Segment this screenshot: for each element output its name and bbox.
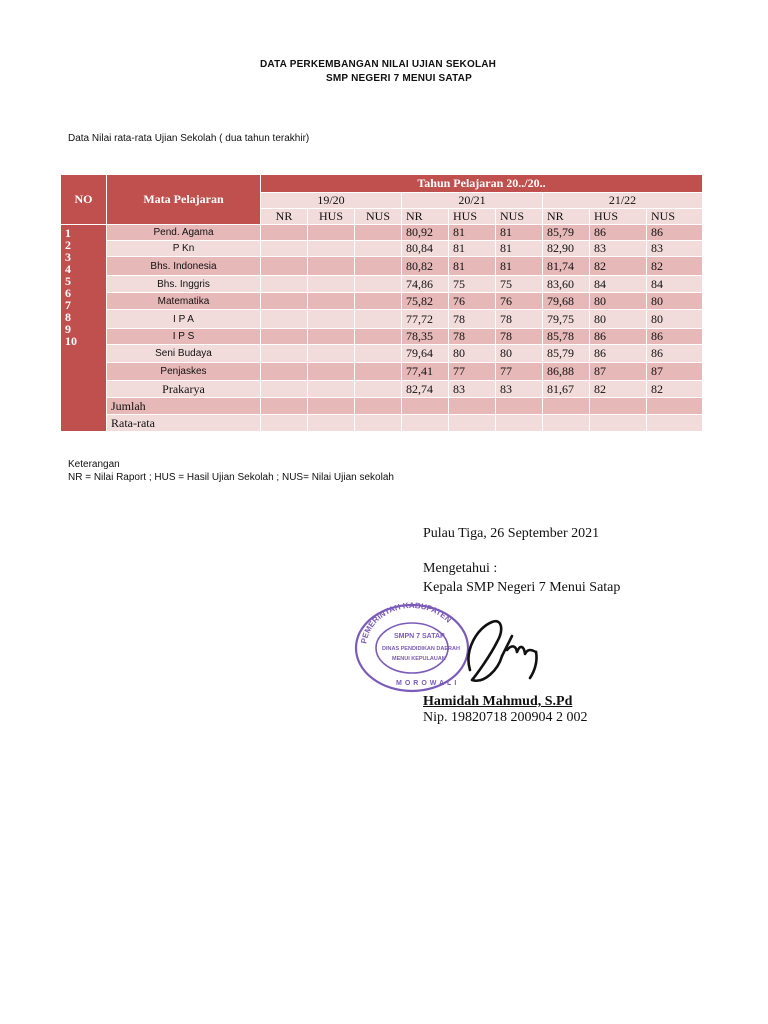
- value-cell: 80: [449, 345, 496, 363]
- value-cell: 76: [449, 293, 496, 310]
- table-row: [61, 276, 703, 293]
- notes-title: Keterangan: [68, 459, 120, 470]
- value-cell: 75: [496, 276, 543, 293]
- value-cell: 78,35: [402, 329, 449, 345]
- value-cell: 75: [449, 276, 496, 293]
- value-cell: [308, 310, 355, 329]
- value-cell: [355, 398, 402, 415]
- value-cell: 81: [449, 241, 496, 257]
- value-cell: [261, 241, 308, 257]
- value-cell: [590, 398, 647, 415]
- value-cell: [355, 345, 402, 363]
- value-cell: [261, 363, 308, 381]
- value-cell: [355, 225, 402, 241]
- table-row: [61, 293, 703, 310]
- value-cell: [590, 415, 647, 432]
- year-group-header: Tahun Pelajaran 20../20..: [261, 175, 703, 193]
- value-cell: [308, 241, 355, 257]
- value-cell: [355, 310, 402, 329]
- value-cell: 82,90: [543, 241, 590, 257]
- subject-cell: I P S: [107, 329, 261, 345]
- value-cell: [261, 225, 308, 241]
- value-cell: 79,68: [543, 293, 590, 310]
- value-cell: 80: [590, 310, 647, 329]
- value-cell: 83: [590, 241, 647, 257]
- value-cell: 83: [647, 241, 703, 257]
- value-cell: [261, 415, 308, 432]
- value-cell: [647, 415, 703, 432]
- row-number: 2: [65, 238, 71, 252]
- table-row: [61, 310, 703, 329]
- value-cell: 84: [647, 276, 703, 293]
- jumlah-label: Jumlah: [107, 398, 261, 415]
- table-row: [61, 257, 703, 276]
- value-cell: [355, 415, 402, 432]
- value-cell: 80,82: [402, 257, 449, 276]
- table-caption: Data Nilai rata-rata Ujian Sekolah ( dua tahun terakhir): [68, 133, 310, 144]
- value-cell: 87: [590, 363, 647, 381]
- row-numbers: [61, 225, 107, 432]
- value-cell: 81: [449, 257, 496, 276]
- signatory-nip: Nip. 19820718 200904 2 002: [423, 710, 588, 725]
- rata-rata-label: Rata-rata: [107, 415, 261, 432]
- value-cell: [308, 345, 355, 363]
- value-cell: 83: [449, 381, 496, 398]
- row-number: 5: [65, 274, 71, 288]
- value-cell: [543, 398, 590, 415]
- value-cell: 77,41: [402, 363, 449, 381]
- subject-cell: Prakarya: [107, 381, 261, 398]
- value-cell: [308, 415, 355, 432]
- subject-cell: Pend. Agama: [107, 225, 261, 241]
- school-stamp-and-signature: [352, 600, 542, 695]
- handwritten-signature: [469, 621, 537, 680]
- subheader-nr: NR: [543, 209, 590, 225]
- value-cell: 82: [647, 257, 703, 276]
- value-cell: [647, 398, 703, 415]
- value-cell: 79,64: [402, 345, 449, 363]
- col-no-header: NO: [61, 175, 107, 225]
- value-cell: [543, 415, 590, 432]
- stamp-school: SMPN 7 SATAP: [394, 633, 445, 640]
- stamp-arc-top: PEMERINTAH KABUPATEN: [359, 601, 453, 645]
- value-cell: [308, 293, 355, 310]
- subheader-nus: NUS: [647, 209, 703, 225]
- value-cell: 81,67: [543, 381, 590, 398]
- value-cell: [308, 381, 355, 398]
- signature-position: Kepala SMP Negeri 7 Menui Satap: [423, 580, 621, 595]
- subject-cell: Bhs. Indonesia: [107, 257, 261, 276]
- value-cell: [261, 276, 308, 293]
- header-row-year-group: [61, 175, 703, 193]
- table-row: [61, 225, 703, 241]
- subject-cell: Matematika: [107, 293, 261, 310]
- value-cell: [496, 415, 543, 432]
- value-cell: 86,88: [543, 363, 590, 381]
- value-cell: 77: [449, 363, 496, 381]
- row-number: 6: [65, 286, 71, 300]
- value-cell: 81,74: [543, 257, 590, 276]
- row-number: 4: [65, 262, 71, 276]
- value-cell: 78: [496, 310, 543, 329]
- row-number: 8: [65, 310, 71, 324]
- value-cell: [355, 381, 402, 398]
- signature-place-date: Pulau Tiga, 26 September 2021: [423, 526, 600, 541]
- value-cell: [261, 345, 308, 363]
- signatory-name: Hamidah Mahmud, S.Pd: [423, 694, 573, 709]
- value-cell: 81: [496, 225, 543, 241]
- notes-text: NR = Nilai Raport ; HUS = Hasil Ujian Sekolah ; NUS= Nilai Ujian sekolah: [68, 472, 394, 483]
- value-cell: 81: [449, 225, 496, 241]
- value-cell: 82: [590, 381, 647, 398]
- value-cell: [496, 398, 543, 415]
- table-row: [61, 329, 703, 345]
- table-row: [61, 363, 703, 381]
- value-cell: [308, 276, 355, 293]
- value-cell: [308, 329, 355, 345]
- row-number: 10: [65, 334, 77, 348]
- value-cell: [402, 415, 449, 432]
- value-cell: 80: [590, 293, 647, 310]
- subheader-nus: NUS: [496, 209, 543, 225]
- value-cell: [261, 293, 308, 310]
- value-cell: 87: [647, 363, 703, 381]
- value-cell: 85,79: [543, 345, 590, 363]
- signature-acknowledged: Mengetahui :: [423, 561, 498, 576]
- value-cell: [355, 293, 402, 310]
- value-cell: [308, 225, 355, 241]
- stamp-dinas: DINAS PENDIDIKAN DAERAH: [382, 646, 460, 652]
- value-cell: [261, 310, 308, 329]
- subject-cell: P Kn: [107, 241, 261, 257]
- year-header-1920: 19/20: [261, 193, 402, 209]
- table-row: [61, 381, 703, 398]
- subheader-nus: NUS: [355, 209, 402, 225]
- value-cell: [355, 276, 402, 293]
- value-cell: [308, 257, 355, 276]
- year-header-2122: 21/22: [543, 193, 703, 209]
- subject-cell: I P A: [107, 310, 261, 329]
- table-row: [61, 398, 703, 415]
- value-cell: [261, 257, 308, 276]
- table-row: [61, 415, 703, 432]
- value-cell: 78: [449, 329, 496, 345]
- value-cell: 82,74: [402, 381, 449, 398]
- value-cell: 86: [590, 225, 647, 241]
- value-cell: 76: [496, 293, 543, 310]
- value-cell: 80,92: [402, 225, 449, 241]
- document-title-line1: DATA PERKEMBANGAN NILAI UJIAN SEKOLAH: [260, 59, 497, 70]
- value-cell: 80: [647, 293, 703, 310]
- subject-cell: Bhs. Inggris: [107, 276, 261, 293]
- value-cell: 80: [647, 310, 703, 329]
- subheader-hus: HUS: [449, 209, 496, 225]
- value-cell: 79,75: [543, 310, 590, 329]
- value-cell: 85,79: [543, 225, 590, 241]
- value-cell: 78: [449, 310, 496, 329]
- row-number: 7: [65, 298, 71, 312]
- value-cell: [261, 329, 308, 345]
- value-cell: 81: [496, 241, 543, 257]
- value-cell: 86: [647, 329, 703, 345]
- value-cell: [308, 398, 355, 415]
- value-cell: [449, 415, 496, 432]
- value-cell: [355, 329, 402, 345]
- notes: [68, 458, 394, 484]
- document-title-line2: SMP NEGERI 7 MENUI SATAP: [326, 73, 472, 84]
- value-cell: 75,82: [402, 293, 449, 310]
- value-cell: 85,78: [543, 329, 590, 345]
- row-number: 3: [65, 250, 71, 264]
- value-cell: 80: [496, 345, 543, 363]
- value-cell: 81: [496, 257, 543, 276]
- value-cell: [308, 363, 355, 381]
- value-cell: 80,84: [402, 241, 449, 257]
- value-cell: [355, 257, 402, 276]
- value-cell: [261, 398, 308, 415]
- stamp-arc-bottom: MOROWALI: [396, 680, 460, 687]
- grades-table: [60, 174, 703, 432]
- value-cell: [449, 398, 496, 415]
- table-row: [61, 345, 703, 363]
- value-cell: 78: [496, 329, 543, 345]
- row-number: 1: [65, 226, 71, 240]
- subheader-nr: NR: [261, 209, 308, 225]
- value-cell: 77,72: [402, 310, 449, 329]
- value-cell: 86: [590, 345, 647, 363]
- value-cell: 77: [496, 363, 543, 381]
- value-cell: 82: [590, 257, 647, 276]
- value-cell: [261, 381, 308, 398]
- value-cell: 82: [647, 381, 703, 398]
- subject-cell: Seni Budaya: [107, 345, 261, 363]
- value-cell: 83: [496, 381, 543, 398]
- value-cell: [355, 363, 402, 381]
- table-row: [61, 241, 703, 257]
- year-header-2021: 20/21: [402, 193, 543, 209]
- value-cell: 84: [590, 276, 647, 293]
- value-cell: [355, 241, 402, 257]
- value-cell: [402, 398, 449, 415]
- value-cell: 74,86: [402, 276, 449, 293]
- stamp-menui: MENUI KEPULAUAN: [392, 656, 446, 662]
- value-cell: 83,60: [543, 276, 590, 293]
- subheader-nr: NR: [402, 209, 449, 225]
- subheader-hus: HUS: [590, 209, 647, 225]
- subject-cell: Penjaskes: [107, 363, 261, 381]
- col-subject-header: Mata Pelajaran: [107, 175, 261, 225]
- row-number: 9: [65, 322, 71, 336]
- value-cell: 86: [647, 345, 703, 363]
- value-cell: 86: [647, 225, 703, 241]
- subheader-hus: HUS: [308, 209, 355, 225]
- value-cell: 86: [590, 329, 647, 345]
